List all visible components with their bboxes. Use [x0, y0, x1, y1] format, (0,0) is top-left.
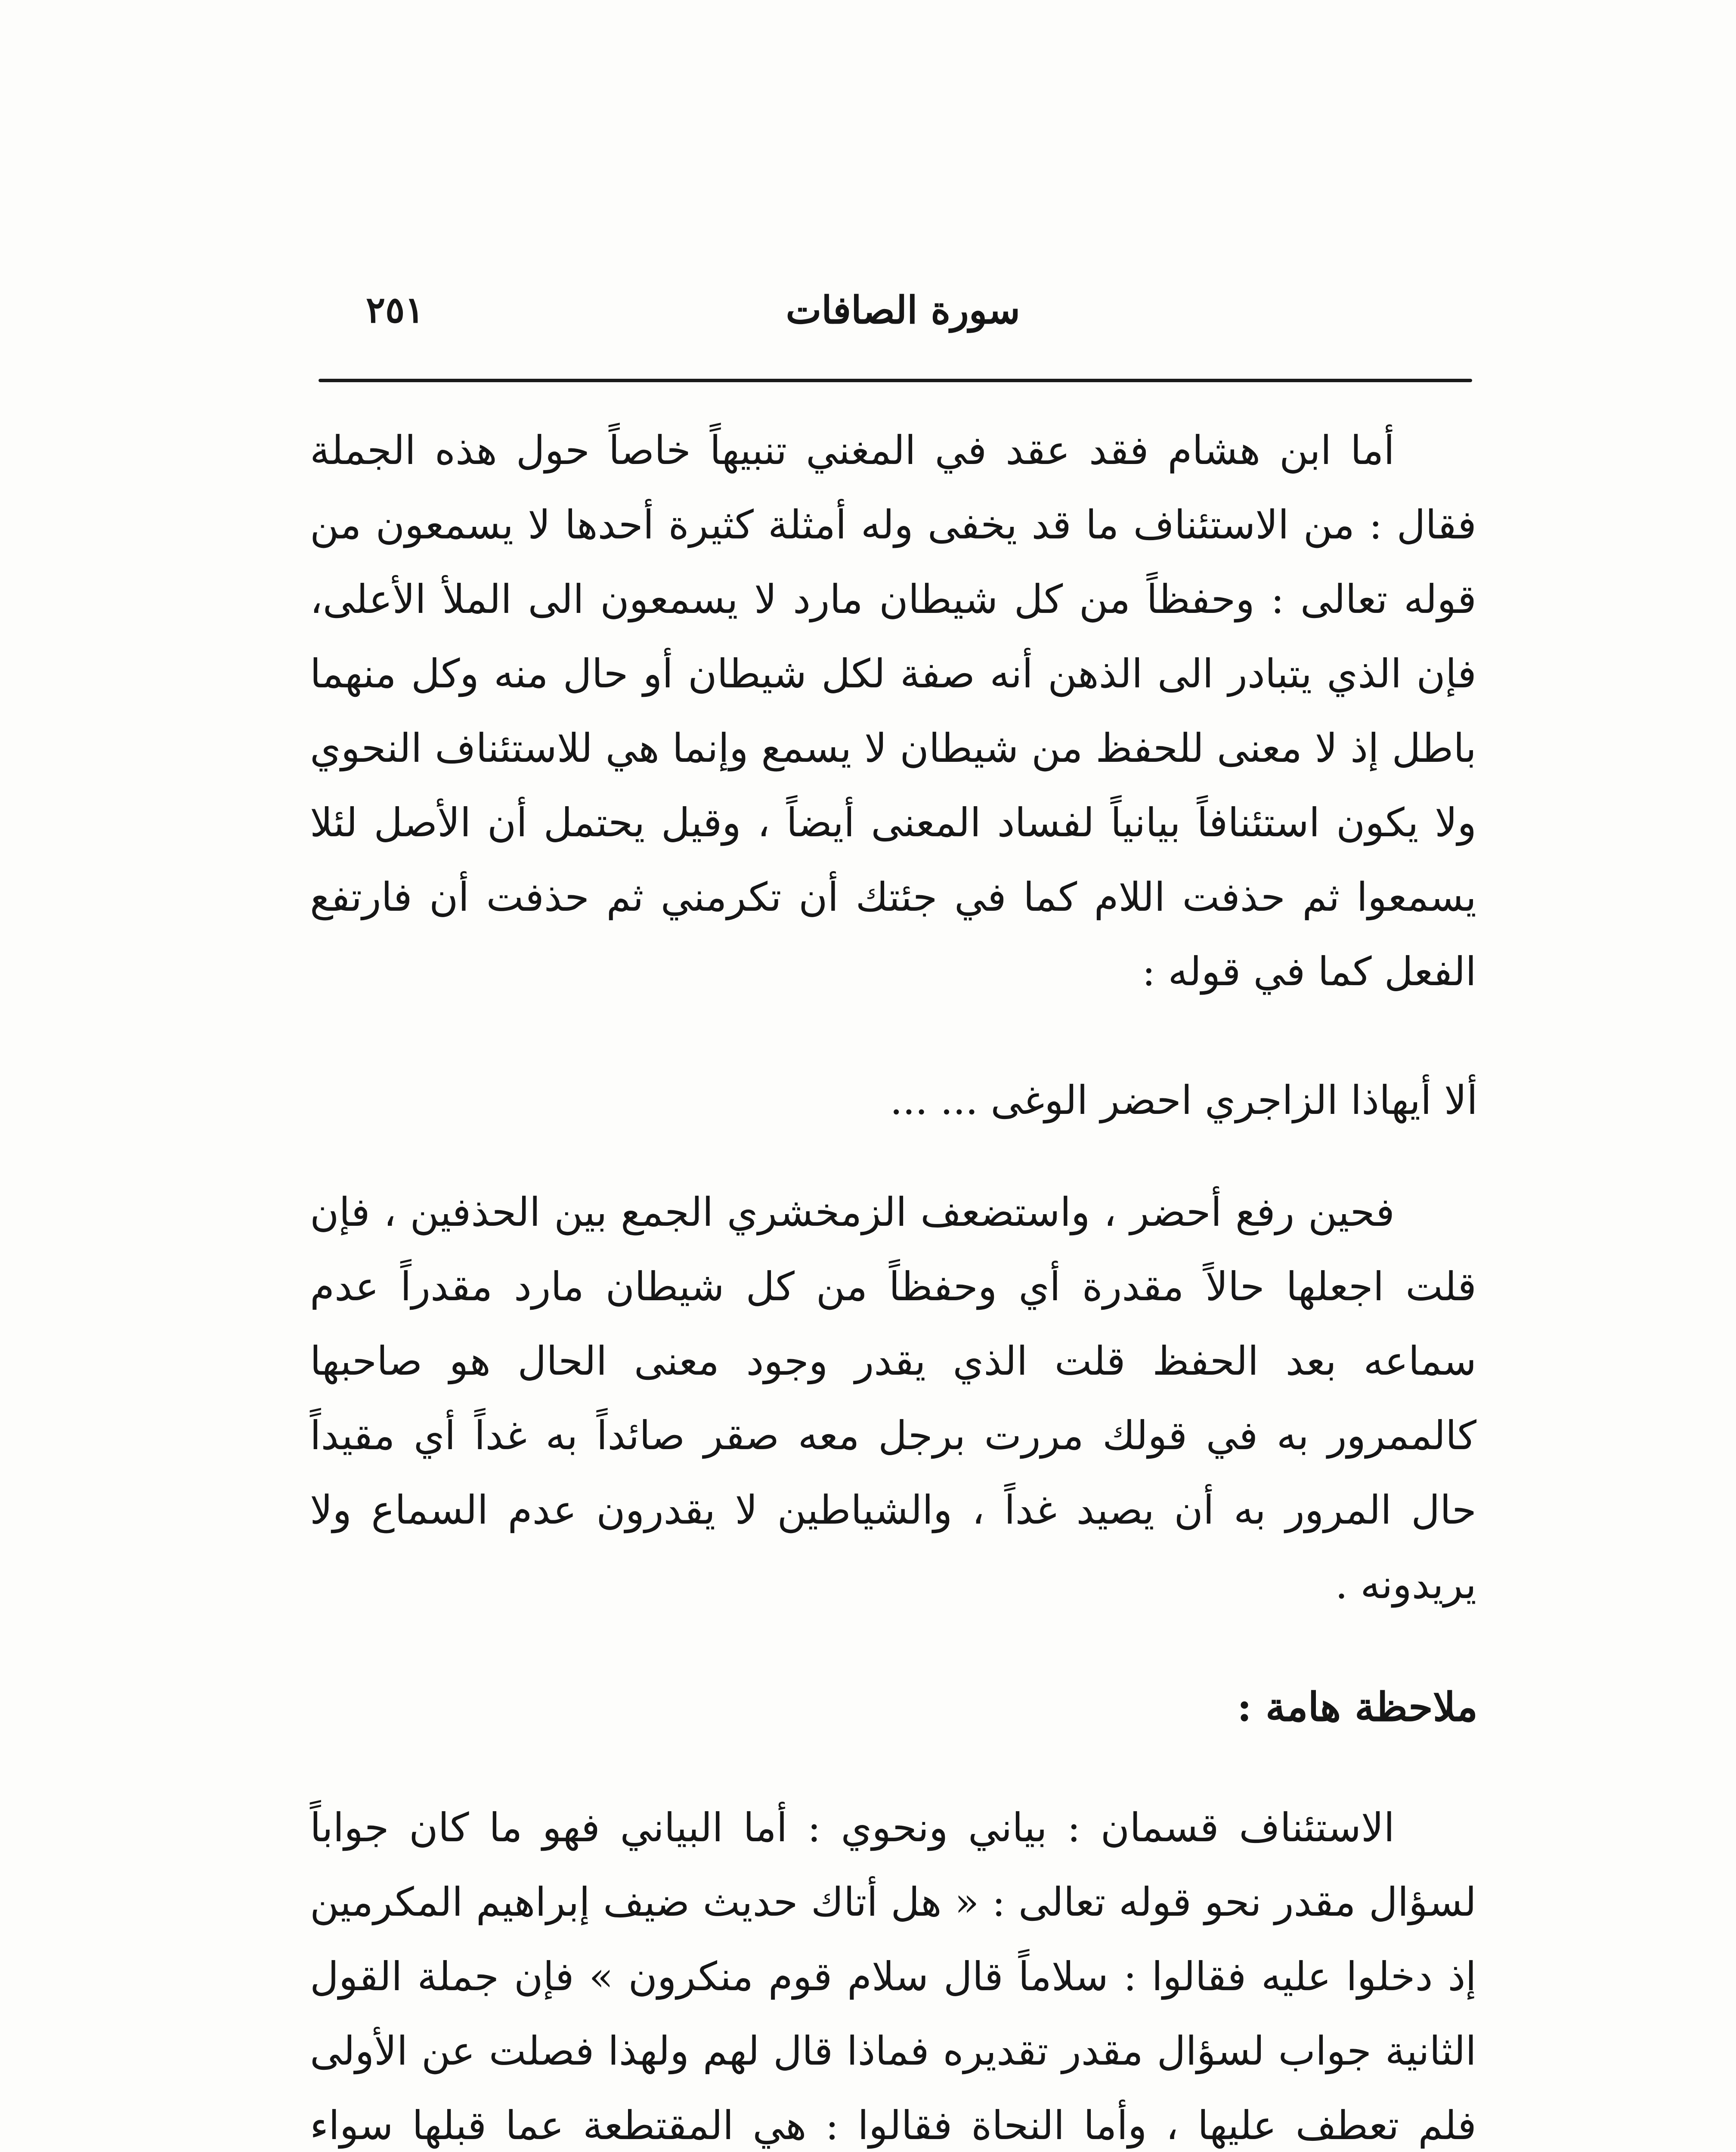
header-rule [319, 379, 1472, 382]
page-number: ٢٥١ [366, 288, 424, 331]
paragraph-ibn-hisham [310, 413, 1476, 1009]
note-heading: ملاحظة هامة : [1237, 1684, 1478, 1730]
paragraph-zamakhshari [310, 1175, 1476, 1622]
paragraph-istinaf [310, 1790, 1476, 2152]
paragraph-text: أما ابن هشام فقد عقد في المغني تنبيهاً خاصاً حول هذه الجملة فقال : من الاستئناف ما قد يخفى وله أمثلة كثيرة أحدها لا يسمعون من قوله تعالى : وحفظاً من كل شيطان مارد لا يسمعون الى الملأ الأعلى، فإن الذي يتبادر الى الذهن أنه صفة لكل شيطان أو حال منه وكل منهما باطل إذ لا معنى للحفظ من شيطان لا يسمع وإنما هي للاستئناف النحوي ولا يكون استئنافاً بيانياً لفساد المعنى أيضاً ، وقيل يحتمل أن الأصل لئلا يسمعوا ثم حذفت اللام كما في جئتك أن تكرمني ثم حذفت أن فارتفع الفعل كما في قوله : [310, 427, 1476, 995]
running-title: سورة الصافات [786, 288, 1020, 332]
poetry-verse: ألا أيهاذا الزاجري احضر الوغى ... ... [890, 1077, 1478, 1123]
paragraph-text: الاستئناف قسمان : بياني ونحوي : أما البياني فهو ما كان جواباً لسؤال مقدر نحو قوله تعالى : « هل أتاك حديث ضيف إبراهيم المكرمين إذ دخلوا عليه فقالوا : سلاماً قال سلام قوم منكرون » فإن جملة القول الثانية جواب لسؤال مقدر تقديره فماذا قال لهم ولهذا فصلت عن الأولى فلم تعطف عليها ، وأما النحاة فقالوا : هي المقتطعة عما قبلها سواء [310, 1805, 1476, 2149]
paragraph-text: فحين رفع أحضر ، واستضعف الزمخشري الجمع بين الحذفين ، فإن قلت اجعلها حالاً مقدرة أي وحفظاً من كل شيطان مارد مقدراً عدم سماعه بعد الحفظ قلت الذي يقدر وجود معنى الحال هو صاحبها كالممرور به في قولك مررت برجل معه صقر صائداً به غداً أي مقيداً حال المرور به أن يصيد غداً ، والشياطين لا يقدرون عدم السماع ولا يريدونه . [310, 1189, 1476, 1608]
page-header [314, 275, 1472, 344]
